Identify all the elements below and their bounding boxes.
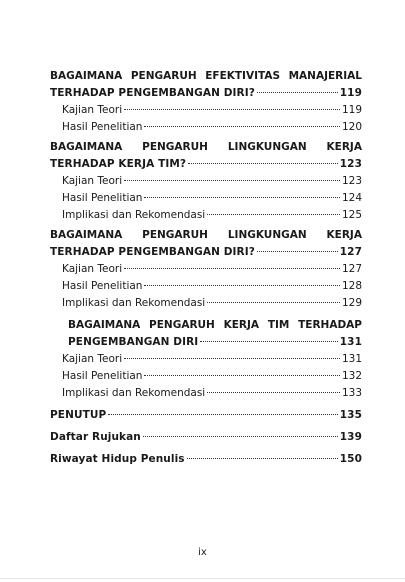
- heading-word: LINGKUNGAN: [227, 141, 307, 153]
- heading-word: BAGAIMANA: [68, 319, 141, 331]
- dot-leader: [108, 413, 338, 415]
- page-footer-number: ix: [198, 547, 207, 558]
- toc-heading-2-line1: [50, 139, 362, 156]
- page-number: 129: [341, 297, 362, 309]
- dot-leader: [188, 162, 338, 164]
- page-number: 135: [339, 409, 362, 421]
- page-number: 119: [339, 87, 362, 99]
- heading-word: BAGAIMANA: [50, 70, 123, 82]
- dot-leader: [144, 125, 339, 127]
- page-number: 123: [341, 175, 362, 187]
- dot-leader: [200, 340, 337, 342]
- toc-item[interactable]: [50, 295, 362, 312]
- toc-item[interactable]: [50, 190, 362, 207]
- item-label: Hasil Penelitian: [62, 370, 143, 382]
- toc-heading-1-line2[interactable]: [50, 85, 362, 102]
- heading-word: TERHADAP: [298, 319, 362, 331]
- page-number: 128: [341, 280, 362, 292]
- toc-item[interactable]: [50, 385, 362, 402]
- item-label: Kajian Teori: [62, 104, 123, 116]
- heading-word: BAGAIMANA: [50, 141, 123, 153]
- dot-leader: [144, 196, 339, 198]
- page-number: 127: [339, 246, 362, 258]
- heading-text: TERHADAP PENGEMBANGAN DIRI?: [50, 246, 255, 258]
- page-number: 125: [341, 209, 362, 221]
- heading-word: LINGKUNGAN: [227, 229, 307, 241]
- dot-leader: [207, 301, 340, 303]
- toc-item[interactable]: [50, 119, 362, 136]
- dot-leader: [144, 374, 339, 376]
- toc-heading-3-line1: [50, 227, 362, 244]
- toc-heading-2-line2[interactable]: [50, 156, 362, 173]
- item-label: Kajian Teori: [62, 353, 123, 365]
- toc-item[interactable]: [50, 351, 362, 368]
- heading-word: KERJA: [326, 141, 362, 153]
- entry-label: PENUTUP: [50, 409, 107, 421]
- item-label: Hasil Penelitian: [62, 280, 143, 292]
- dot-leader: [187, 457, 338, 459]
- toc-penutup[interactable]: [50, 407, 362, 424]
- page-number: 124: [341, 192, 362, 204]
- toc-item[interactable]: [50, 368, 362, 385]
- dot-leader: [124, 357, 340, 359]
- dot-leader: [257, 91, 338, 93]
- dot-leader: [207, 213, 340, 215]
- toc-item[interactable]: [50, 207, 362, 224]
- item-label: Hasil Penelitian: [62, 192, 143, 204]
- page-number: 133: [341, 387, 362, 399]
- toc-item[interactable]: [50, 278, 362, 295]
- dot-leader: [257, 250, 338, 252]
- item-label: Implikasi dan Rekomendasi: [62, 209, 206, 221]
- heading-word: KERJA: [326, 229, 362, 241]
- heading-text: PENGEMBANGAN DIRI: [68, 336, 199, 348]
- heading-word: PENGARUH: [142, 229, 208, 241]
- page-number: 127: [341, 263, 362, 275]
- toc-heading-4-line2[interactable]: [50, 334, 362, 351]
- page-number: 131: [339, 336, 362, 348]
- entry-label: Daftar Rujukan: [50, 431, 141, 443]
- toc-item[interactable]: [50, 261, 362, 278]
- toc-item[interactable]: [50, 102, 362, 119]
- page-number: 131: [341, 353, 362, 365]
- heading-word: MANAJERIAL: [288, 70, 362, 82]
- dot-leader: [124, 267, 340, 269]
- item-label: Implikasi dan Rekomendasi: [62, 387, 206, 399]
- toc-heading-3-line2[interactable]: [50, 244, 362, 261]
- page-number: 119: [341, 104, 362, 116]
- item-label: Kajian Teori: [62, 263, 123, 275]
- toc-daftar-rujukan[interactable]: [50, 429, 362, 446]
- heading-word: PENGARUH: [142, 141, 208, 153]
- page-number: 150: [339, 453, 362, 465]
- toc-heading-4-line1: [50, 317, 362, 334]
- item-label: Kajian Teori: [62, 175, 123, 187]
- entry-label: Riwayat Hidup Penulis: [50, 453, 185, 465]
- dot-leader: [207, 391, 340, 393]
- dot-leader: [144, 284, 339, 286]
- dot-leader: [143, 435, 338, 437]
- page-edge-divider: [0, 578, 405, 579]
- heading-word: BAGAIMANA: [50, 229, 123, 241]
- page-number: 123: [339, 158, 362, 170]
- item-label: Implikasi dan Rekomendasi: [62, 297, 206, 309]
- heading-word: PENGARUH: [130, 70, 197, 82]
- item-label: Hasil Penelitian: [62, 121, 143, 133]
- heading-text: TERHADAP PENGEMBANGAN DIRI?: [50, 87, 255, 99]
- page-number: 139: [339, 431, 362, 443]
- heading-word: PENGARUH: [149, 319, 215, 331]
- page-number: 132: [341, 370, 362, 382]
- heading-word: KERJA: [223, 319, 260, 331]
- toc-heading-1-line1: [50, 68, 362, 85]
- table-of-contents: [50, 68, 362, 468]
- dot-leader: [124, 108, 340, 110]
- heading-word: TIM: [267, 319, 290, 331]
- toc-riwayat-hidup[interactable]: [50, 451, 362, 468]
- heading-text: TERHADAP KERJA TIM?: [50, 158, 187, 170]
- page-number: 120: [341, 121, 362, 133]
- heading-word: EFEKTIVITAS: [205, 70, 281, 82]
- toc-item[interactable]: [50, 173, 362, 190]
- dot-leader: [124, 179, 340, 181]
